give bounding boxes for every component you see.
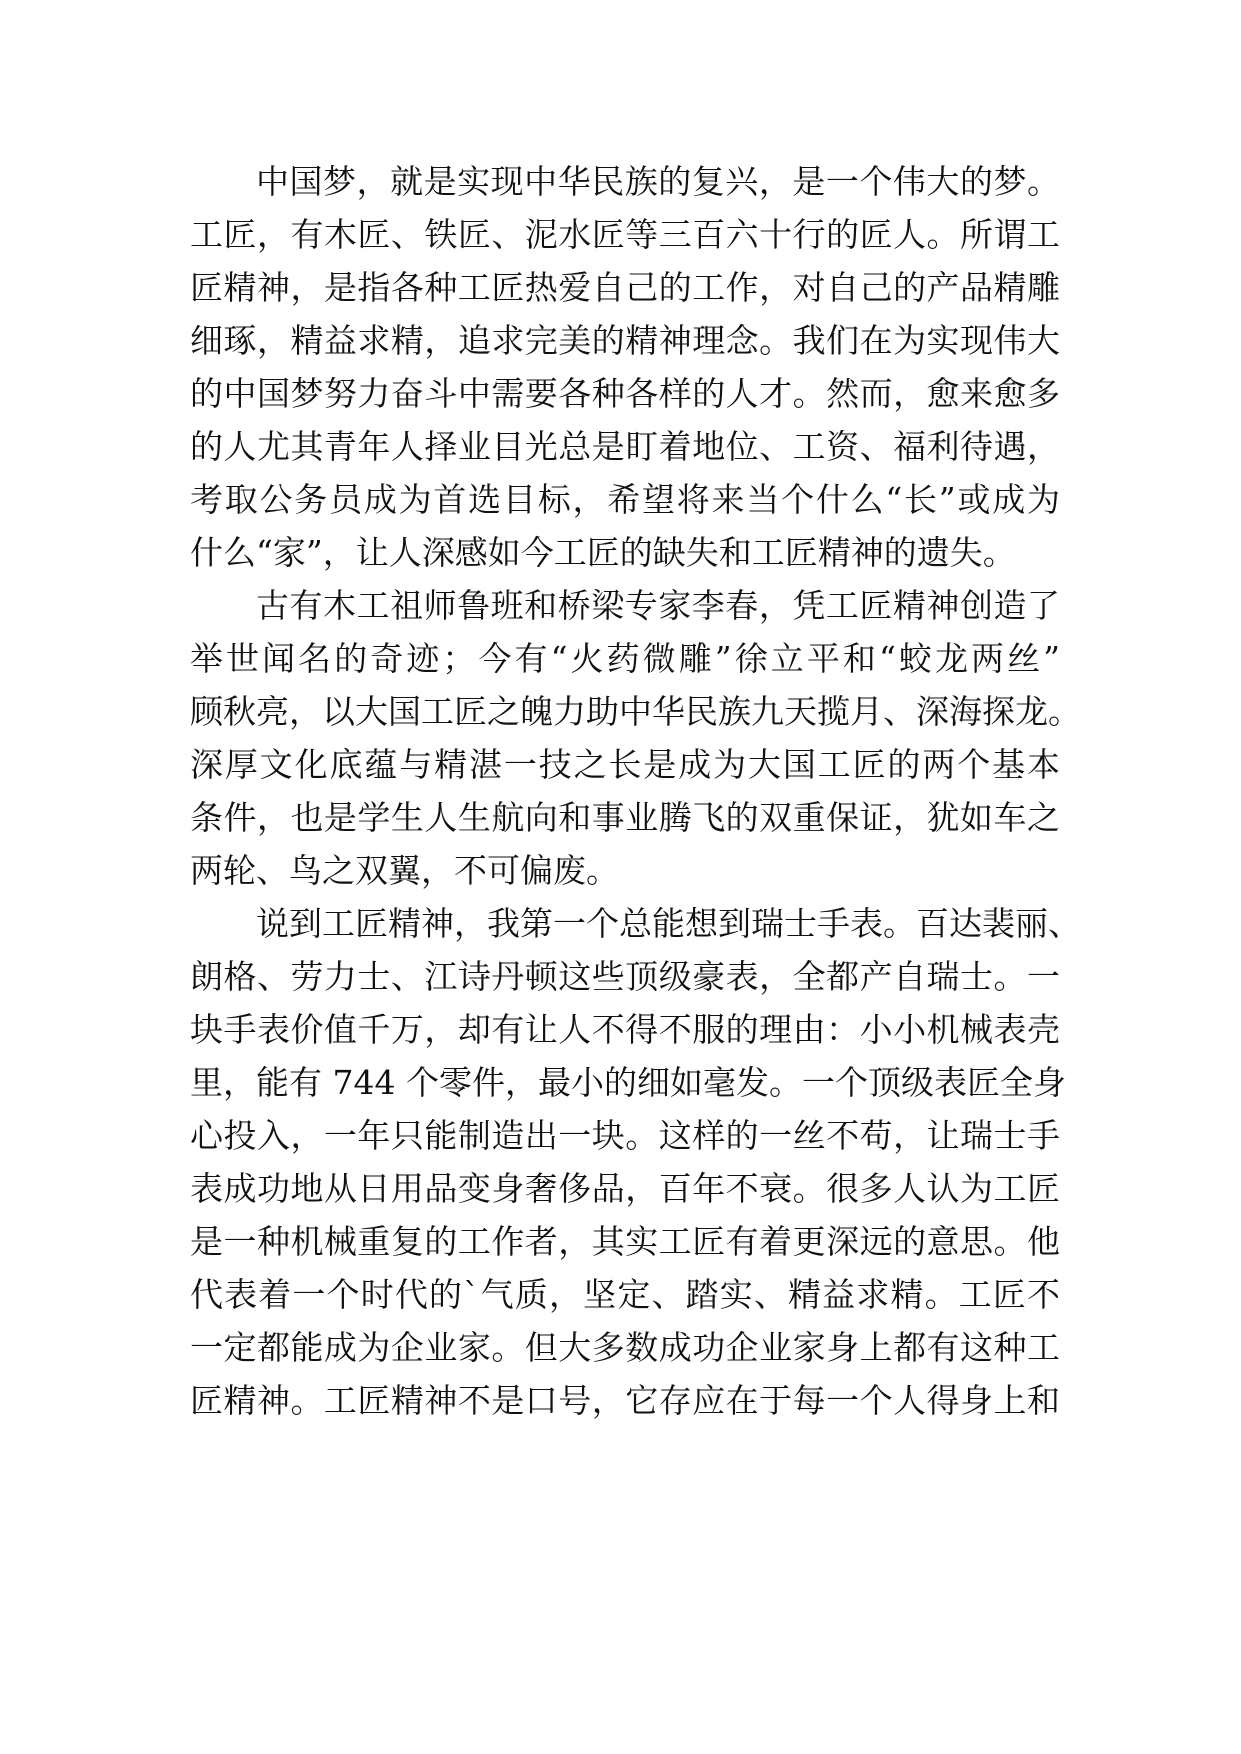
text-line: 表成功地从日用品变身奢侈品，百年不衰。很多人认为工匠: [190, 1169, 1060, 1208]
text-line: 说到工匠精神，我第一个总能想到瑞士手表。百达裴丽、: [256, 904, 1081, 943]
text-line: 朗格、劳力士、江诗丹顿这些顶级豪表，全都产自瑞士。一: [190, 957, 1060, 996]
text-line: 是一种机械重复的工作者，其实工匠有着更深远的意思。他: [190, 1222, 1060, 1261]
text-line: 中国梦，就是实现中华民族的复兴，是一个伟大的梦。: [256, 162, 1060, 201]
paragraph-3: [190, 897, 1081, 1427]
paragraph-1: [190, 155, 1060, 579]
text-line: 什么“家”，让人深感如今工匠的缺失和工匠精神的遗失。: [190, 533, 1016, 572]
text-line: 顾秋亮，以大国工匠之魄力助中华民族九天揽月、深海探龙。: [190, 692, 1081, 731]
text-line: 代表着一个时代的`气质，坚定、踏实、精益求精。工匠不: [190, 1275, 1060, 1314]
text-line: 举世闻名的奇迹；今有“火药微雕”徐立平和“蛟龙两丝”: [190, 639, 1060, 678]
text-line: 匠精神，是指各种工匠热爱自己的工作，对自己的产品精雕: [190, 268, 1060, 307]
text-line: 条件，也是学生人生航向和事业腾飞的双重保证，犹如车之: [190, 798, 1060, 837]
text-line: 块手表价值千万，却有让人不得不服的理由：小小机械表壳: [190, 1010, 1060, 1049]
text-line: 里，能有 744 个零件，最小的细如毫发。一个顶级表匠全身: [190, 1063, 1066, 1102]
paragraph-2: [190, 579, 1081, 897]
text-line: 匠精神。工匠精神不是口号，它存应在于每一个人得身上和: [190, 1381, 1060, 1420]
text-line: 的人尤其青年人择业目光总是盯着地位、工资、福利待遇，: [190, 427, 1060, 466]
document-body: [190, 155, 1081, 1427]
text-line: 古有木工祖师鲁班和桥梁专家李春，凭工匠精神创造了: [256, 586, 1060, 625]
text-line: 细琢，精益求精，追求完美的精神理念。我们在为实现伟大: [190, 321, 1060, 360]
text-line: 考取公务员成为首选目标，希望将来当个什么“长”或成为: [190, 480, 1060, 519]
text-line: 心投入，一年只能制造出一块。这样的一丝不苟，让瑞士手: [190, 1116, 1060, 1155]
text-line: 工匠，有木匠、铁匠、泥水匠等三百六十行的匠人。所谓工: [190, 215, 1060, 254]
text-line: 的中国梦努力奋斗中需要各种各样的人才。然而，愈来愈多: [190, 374, 1060, 413]
text-line: 两轮、鸟之双翼，不可偏废。: [190, 851, 619, 890]
text-line: 深厚文化底蕴与精湛一技之长是成为大国工匠的两个基本: [190, 745, 1060, 784]
text-line: 一定都能成为企业家。但大多数成功企业家身上都有这种工: [190, 1328, 1060, 1367]
